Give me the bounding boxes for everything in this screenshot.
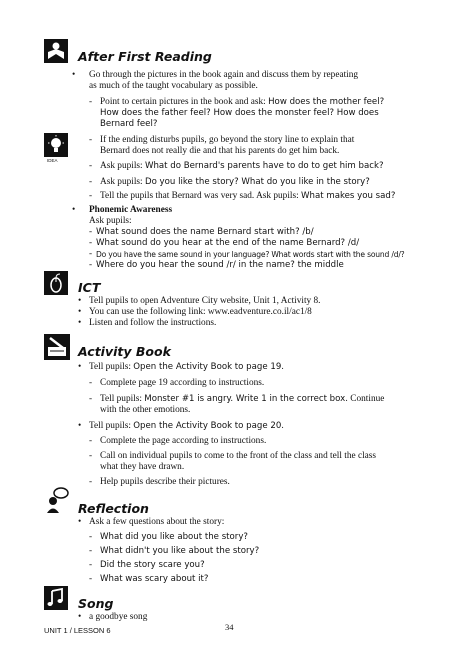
ab-s2-pre: Tell pupils: bbox=[100, 394, 145, 404]
ab-b2-q: Open the Activity Book to page 20. bbox=[133, 421, 285, 431]
lightbulb-icon bbox=[44, 133, 68, 157]
ict-bullet-2: You can use the following link: www.eadventure.co.il/ac1/8 bbox=[89, 307, 312, 317]
afr-bullet-1: Go through the pictures in the book again and discuss them by repeating bbox=[89, 70, 359, 80]
afr-sub4-q: Do you like the story? What do you like in the story? bbox=[144, 177, 370, 187]
idea-label: IDEA bbox=[47, 158, 58, 163]
ict-bullet-3: Listen and follow the instructions. bbox=[89, 318, 217, 328]
page-number: 34 bbox=[225, 622, 234, 632]
section-title-song: Song bbox=[78, 596, 114, 611]
afr-sub5-pre: Tell the pupils that Bernard was very sad. Ask pupils: bbox=[100, 191, 302, 201]
ict-bullet-1: Tell pupils to open Adventure City website, Unit 1, Activity 8. bbox=[89, 296, 321, 306]
song-bullet-1: a goodbye song bbox=[89, 612, 148, 622]
afr-sub2b: Bernard does not really die and that his parents do get him back. bbox=[100, 146, 340, 156]
section-title-reflection: Reflection bbox=[78, 501, 149, 516]
afr-sub5-q: What makes you sad? bbox=[301, 191, 396, 201]
phonemic-ask: Ask pupils: bbox=[89, 216, 132, 226]
reflection-q4: What was scary about it? bbox=[100, 574, 209, 584]
afr-sub1-q1: How does the mother feel? bbox=[268, 97, 385, 107]
footer-unit-lesson: UNIT 1 / LESSON 6 bbox=[44, 626, 111, 635]
mouse-icon bbox=[44, 271, 68, 300]
phonemic-q4: Where do you hear the sound /r/ in the name? the middle bbox=[96, 260, 344, 270]
afr-bullet-1b: as much of the taught vocabulary as possible. bbox=[89, 81, 258, 91]
section-title-activity-book: Activity Book bbox=[78, 344, 171, 359]
afr-sub3-pre: Ask pupils: bbox=[100, 161, 145, 171]
ab-s4a: Call on individual pupils to come to the front of the class and tell the class bbox=[100, 451, 377, 461]
phonemic-q1: What sound does the name Bernard start with? /b/ bbox=[96, 227, 314, 237]
section-title-ict: ICT bbox=[78, 280, 101, 295]
ab-s1: Complete page 19 according to instructions. bbox=[100, 378, 265, 388]
ab-b1-q: Open the Activity Book to page 19. bbox=[133, 362, 285, 372]
phonemic-q2: What sound do you hear at the end of the name Bernard? /d/ bbox=[96, 238, 360, 248]
reflection-q3: Did the story scare you? bbox=[100, 560, 205, 570]
afr-sub1-q2: How does the father feel? How does the monster feel? How does bbox=[100, 108, 379, 118]
reflection-bullet-1: Ask a few questions about the story: bbox=[89, 517, 225, 527]
ab-b2-pre: Tell pupils: bbox=[89, 421, 134, 431]
ab-s4b: what they have drawn. bbox=[100, 462, 185, 472]
afr-sub1-q3: Bernard feel? bbox=[100, 119, 158, 129]
afr-sub2a: If the ending disturbs pupils, go beyond the story line to explain that bbox=[100, 135, 355, 145]
afr-sub4-pre: Ask pupils: bbox=[100, 177, 145, 187]
reflection-q1: What did you like about the story? bbox=[100, 532, 248, 542]
phonemic-q3: Do you have the same sound in your language? What words start with the sound /d/? bbox=[96, 250, 405, 259]
ab-s5: Help pupils describe their pictures. bbox=[100, 477, 230, 487]
ab-s2-q: Monster #1 is angry. Write 1 in the correct box. bbox=[144, 394, 348, 404]
reflection-q2: What didn't you like about the story? bbox=[100, 546, 260, 556]
afr-sub3-q: What do Bernard's parents have to do to get him back? bbox=[144, 161, 384, 171]
ab-s2-post: Continue bbox=[347, 394, 385, 404]
phonemic-awareness-title: Phonemic Awareness bbox=[89, 205, 173, 215]
after-first-reading-icon bbox=[44, 39, 68, 63]
pencil-book-icon bbox=[44, 334, 70, 365]
ab-s2b: with the other emotions. bbox=[100, 405, 191, 415]
afr-sub1-pre: Point to certain pictures in the book and ask: bbox=[100, 97, 269, 107]
ab-s3: Complete the page according to instructions. bbox=[100, 436, 267, 446]
music-note-icon bbox=[44, 586, 68, 615]
section-title-after-first-reading: After First Reading bbox=[78, 49, 212, 64]
ab-b1-pre: Tell pupils: bbox=[89, 362, 134, 372]
thinking-person-icon bbox=[44, 487, 70, 518]
